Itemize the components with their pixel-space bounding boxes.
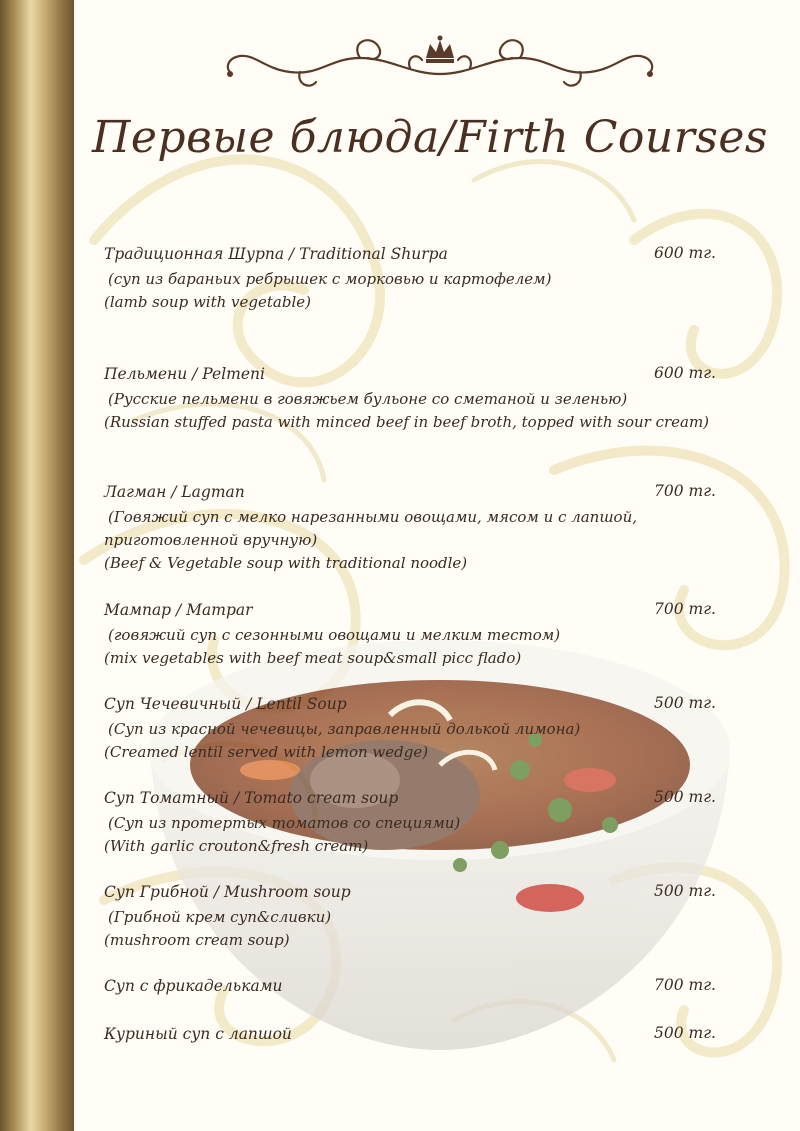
item-price: 700 тг. bbox=[654, 600, 716, 618]
item-price: 600 тг. bbox=[654, 244, 716, 262]
page-title: Первые блюда/Firth Courses bbox=[92, 112, 768, 163]
item-description-ru: (говяжий суп с сезонными овощами и мелким тестом) bbox=[108, 626, 561, 644]
item-price: 500 тг. bbox=[654, 788, 716, 806]
item-description-ru-continued: приготовленной вручную) bbox=[104, 531, 318, 549]
menu-item-tomato-soup bbox=[104, 788, 724, 858]
item-description-ru: (Суп из протертых томатов со специями) bbox=[108, 814, 461, 832]
item-name: Суп с фрикадельками bbox=[104, 977, 283, 995]
menu-item-mampar bbox=[104, 600, 724, 670]
item-description-ru: (Говяжий суп с мелко нарезанными овощами, мясом и с лапшой, bbox=[108, 508, 638, 526]
item-price: 500 тг. bbox=[654, 1024, 716, 1042]
menu-item-meatball-soup bbox=[104, 976, 724, 1000]
menu-item-chicken-noodle-soup bbox=[104, 1024, 724, 1048]
item-price: 700 тг. bbox=[654, 976, 716, 994]
item-name: Пельмени / Pelmeni bbox=[104, 365, 265, 383]
menu-item-lentil-soup bbox=[104, 694, 724, 764]
item-description-en: (Russian stuffed pasta with minced beef in beef broth, topped with sour cream) bbox=[104, 413, 710, 431]
item-description-en: (Creamed lentil served with lemon wedge) bbox=[104, 743, 429, 761]
item-description-ru: (Грибной крем суп&сливки) bbox=[108, 908, 332, 926]
menu-item-lagman bbox=[104, 482, 724, 575]
item-name: Традиционная Шурпа / Traditional Shurpa bbox=[104, 245, 448, 263]
item-description-ru: (Русские пельмени в говяжьем бульоне со сметаной и зеленью) bbox=[108, 390, 628, 408]
menu-item-shurpa bbox=[104, 244, 724, 314]
item-description-en: (lamb soup with vegetable) bbox=[104, 293, 311, 311]
item-description-ru: (Суп из красной чечевицы, заправленный долькой лимона) bbox=[108, 720, 581, 738]
menu-item-pelmeni bbox=[104, 364, 724, 434]
item-name: Лагман / Lagman bbox=[104, 483, 245, 501]
item-name: Суп Чечевичный / Lentil Soup bbox=[104, 695, 347, 713]
item-description-en: (Beef & Vegetable soup with traditional noodle) bbox=[104, 554, 468, 572]
item-name: Суп Грибной / Mushroom soup bbox=[104, 883, 351, 901]
menu-item-mushroom-soup bbox=[104, 882, 724, 952]
item-price: 700 тг. bbox=[654, 482, 716, 500]
item-name: Куриный суп с лапшой bbox=[104, 1025, 292, 1043]
item-description-en: (With garlic crouton&fresh cream) bbox=[104, 837, 369, 855]
item-price: 500 тг. bbox=[654, 694, 716, 712]
item-description-en: (mushroom cream soup) bbox=[104, 931, 290, 949]
item-price: 500 тг. bbox=[654, 882, 716, 900]
crown-ornament bbox=[210, 28, 670, 92]
item-description-en: (mix vegetables with beef meat soup&small picc flado) bbox=[104, 649, 522, 667]
item-price: 600 тг. bbox=[654, 364, 716, 382]
item-name: Суп Томатный / Tomato cream soup bbox=[104, 789, 399, 807]
item-description-ru: (суп из бараньих ребрышек с морковью и картофелем) bbox=[108, 270, 552, 288]
gold-side-bar bbox=[0, 0, 74, 1131]
item-name: Мампар / Mampar bbox=[104, 601, 253, 619]
